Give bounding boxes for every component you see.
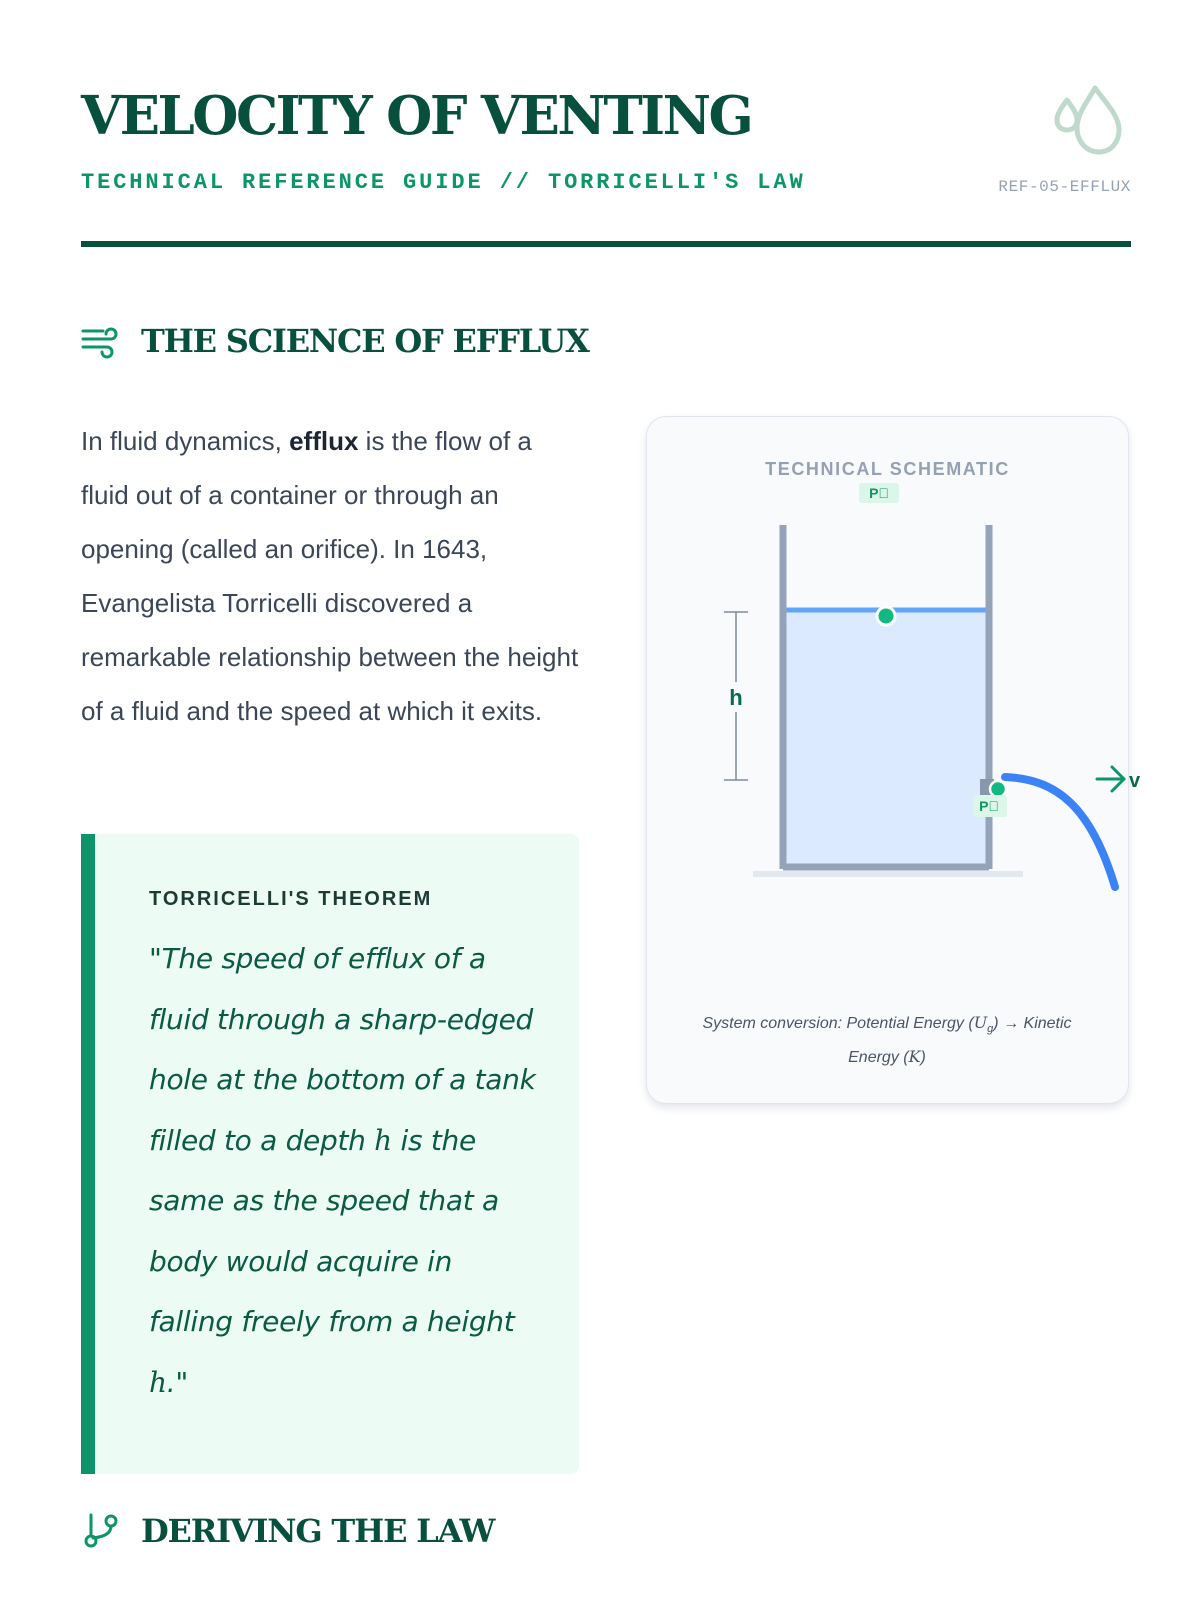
var-h: h [149, 1365, 167, 1399]
efflux-jet [1005, 777, 1115, 887]
section-header-deriving [81, 1512, 494, 1550]
water-volume [783, 610, 989, 864]
tank-diagram [647, 417, 1141, 1105]
theorem-callout [81, 834, 579, 1474]
header-divider [81, 241, 1131, 247]
reference-code: REF-05-EFFLUX [998, 178, 1131, 196]
section-header-efflux [81, 322, 589, 360]
page-title: VELOCITY OF VENTING [81, 85, 752, 147]
height-label: h [729, 685, 743, 710]
arrow-right-icon [1097, 767, 1124, 791]
schematic-caption: System conversion: Potential Energy $(U_g)$ → Kinetic Energy (K) [702, 1013, 1072, 1067]
document-page [81, 0, 1141, 1600]
git-branch-icon [81, 1513, 121, 1549]
page-subtitle: TECHNICAL REFERENCE GUIDE // TORRICELLI'S LAW [81, 170, 806, 195]
surface-point [877, 607, 895, 625]
section-title-deriving: DERIVING THE LAW [141, 1512, 495, 1550]
term-efflux: efflux [289, 426, 359, 456]
point-bottom-label: P  [979, 798, 999, 814]
intro-paragraph: In fluid dynamics, efflux is the flow of a fluid out of a container or through an opening (called an orifice). In 1643, Evangelista Torricelli discovered a remarkable relationship between the height of a fluid and the speed at which it exits. [81, 426, 579, 726]
section-title-efflux: THE SCIENCE OF EFFLUX [141, 322, 589, 360]
point-top-label: P  [869, 485, 889, 501]
schematic-caption-label: TECHNICAL SCHEMATIC [765, 459, 1010, 479]
velocity-label: v [1129, 770, 1141, 792]
schematic-card [646, 416, 1141, 1104]
var-h: h [374, 1123, 392, 1157]
orifice-point [990, 781, 1006, 797]
wind-icon [81, 323, 121, 359]
theorem-quote: "The speed of efflux of a fluid through a sharp-edged hole at the bottom of a tank filled to a depth h is the same as the speed that a body would acquire in falling freely from a height h." [149, 942, 536, 1399]
droplets-icon [1051, 84, 1123, 160]
theorem-label: TORRICELLI'S THEOREM [149, 888, 433, 910]
